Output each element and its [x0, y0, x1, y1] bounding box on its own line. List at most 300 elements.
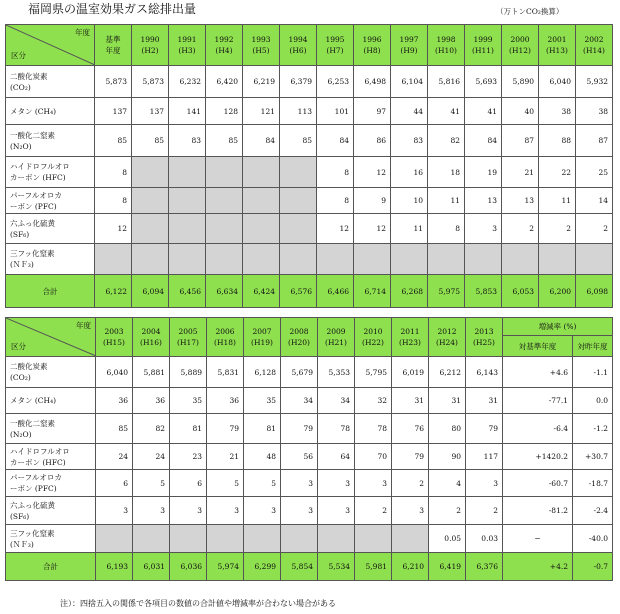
- value-cell: [132, 214, 169, 244]
- value-cell: 90: [429, 444, 466, 470]
- value-cell: 13: [465, 188, 502, 214]
- text-line: (H10): [435, 46, 457, 55]
- value-cell: 35: [244, 388, 281, 414]
- row-label: [6, 157, 95, 188]
- total-cell: 6,456: [169, 275, 206, 308]
- value-cell: [96, 525, 133, 553]
- value-cell: 6,498: [354, 66, 391, 98]
- table-row: [6, 357, 613, 388]
- value-cell: 101: [317, 98, 354, 125]
- text-line: 年度: [105, 46, 121, 55]
- value-cell: 8: [317, 157, 354, 188]
- value-cell: [280, 214, 317, 244]
- value-cell: 128: [206, 98, 243, 125]
- text-line: 基準: [105, 35, 121, 44]
- value-cell: 79: [466, 414, 503, 444]
- value-cell: 6,212: [429, 357, 466, 388]
- text-line: カーボン (HFC): [10, 457, 66, 467]
- value-cell: 35: [170, 388, 207, 414]
- emissions-table-2003-2013: [5, 317, 613, 581]
- value-cell: 40: [502, 98, 539, 125]
- text-line: 2006: [215, 327, 235, 336]
- text-line: 一酸化二窒素: [10, 130, 55, 140]
- value-cell: 6,040: [96, 357, 133, 388]
- value-cell: [354, 244, 391, 275]
- row-label: [6, 98, 95, 125]
- value-cell: [280, 244, 317, 275]
- value-cell: 2: [502, 214, 539, 244]
- value-cell: [280, 157, 317, 188]
- row-label: [6, 470, 96, 497]
- value-cell: [317, 244, 354, 275]
- year-header: [318, 318, 355, 357]
- row-label: [6, 188, 95, 214]
- value-cell: 2: [392, 470, 429, 497]
- value-cell: 5: [207, 470, 244, 497]
- text-line: (H16): [140, 338, 162, 347]
- value-cell: 6,019: [392, 357, 429, 388]
- total-cell: 6,424: [243, 275, 280, 308]
- text-line: 2012: [437, 327, 457, 336]
- text-line: 二酸化炭素: [10, 362, 48, 371]
- value-cell: 5,881: [133, 357, 170, 388]
- value-cell: [206, 157, 243, 188]
- rate-base-cell: +4.6: [503, 357, 573, 388]
- text-line: (H2): [141, 46, 159, 55]
- value-cell: 4: [429, 470, 466, 497]
- value-cell: 12: [95, 214, 132, 244]
- text-line: メタン (CH₄): [10, 396, 57, 405]
- rate-prev-cell: -1.1: [573, 357, 613, 388]
- value-cell: 36: [133, 388, 170, 414]
- value-cell: 2: [355, 497, 392, 525]
- value-cell: 8: [95, 188, 132, 214]
- value-cell: 12: [354, 214, 391, 244]
- text-line: (H8): [363, 46, 381, 55]
- row-label: [6, 357, 96, 388]
- header-row: [6, 25, 613, 66]
- unit-label: （万トンCO₂換算）: [496, 7, 564, 16]
- row-label: [6, 125, 95, 157]
- text-line: (H12): [509, 46, 531, 55]
- value-cell: 41: [465, 98, 502, 125]
- total-row: [6, 275, 613, 308]
- value-cell: [207, 525, 244, 553]
- value-cell: 5: [244, 470, 281, 497]
- table-row: [6, 244, 613, 275]
- year-header: [132, 25, 169, 66]
- value-cell: 6,104: [391, 66, 428, 98]
- text-line: (H22): [362, 338, 384, 347]
- table-row: [6, 414, 613, 444]
- value-cell: 141: [169, 98, 206, 125]
- value-cell: 16: [391, 157, 428, 188]
- value-cell: 117: [466, 444, 503, 470]
- value-cell: 5,831: [207, 357, 244, 388]
- rate-base-cell: +1420.2: [503, 444, 573, 470]
- text-line: 1996: [362, 35, 382, 44]
- rate-prev-header: 対昨年度: [573, 336, 613, 357]
- text-line: 1998: [436, 35, 456, 44]
- value-cell: 11: [391, 214, 428, 244]
- value-cell: 76: [392, 414, 429, 444]
- value-cell: 5,693: [465, 66, 502, 98]
- value-cell: 97: [354, 98, 391, 125]
- corner-header-cell: [6, 318, 96, 357]
- text-line: (CO₂): [10, 82, 31, 92]
- value-cell: [169, 157, 206, 188]
- value-cell: [243, 157, 280, 188]
- text-line: 六ふっ化硫黄: [10, 500, 55, 510]
- table-row: [6, 525, 613, 553]
- value-cell: 3: [170, 497, 207, 525]
- value-cell: 2: [429, 497, 466, 525]
- year-header: [354, 25, 391, 66]
- total-label: 合計: [6, 275, 95, 308]
- text-line: 二酸化炭素: [10, 71, 48, 81]
- rate-base-cell: -6.4: [503, 414, 573, 444]
- value-cell: [133, 525, 170, 553]
- header-row: [6, 318, 613, 336]
- value-cell: 137: [95, 98, 132, 125]
- text-line: 2004: [141, 327, 161, 336]
- value-cell: 25: [576, 157, 613, 188]
- total-cell: 5,981: [355, 553, 392, 581]
- value-cell: 85: [280, 125, 317, 157]
- total-cell: 5,534: [318, 553, 355, 581]
- rate-base-header: 対基準年度: [503, 336, 573, 357]
- value-cell: [428, 244, 465, 275]
- total-cell: 6,053: [502, 275, 539, 308]
- total-cell: 6,419: [429, 553, 466, 581]
- value-cell: 79: [281, 414, 318, 444]
- total-cell: 6,210: [392, 553, 429, 581]
- text-line: (H11): [472, 46, 494, 55]
- value-cell: 48: [244, 444, 281, 470]
- value-cell: 2: [466, 497, 503, 525]
- text-line: (H9): [400, 46, 418, 55]
- value-cell: 3: [466, 470, 503, 497]
- table-row: [6, 157, 613, 188]
- text-line: (H19): [251, 338, 273, 347]
- value-cell: 84: [317, 125, 354, 157]
- value-cell: 78: [318, 414, 355, 444]
- value-cell: 113: [280, 98, 317, 125]
- value-cell: 79: [207, 414, 244, 444]
- page-title: 福岡県の温室効果ガス総排出量: [28, 2, 197, 16]
- text-line: ハイドロフルオロ: [10, 162, 70, 171]
- value-cell: 86: [354, 125, 391, 157]
- value-cell: 24: [133, 444, 170, 470]
- value-cell: 24: [96, 444, 133, 470]
- value-cell: [206, 214, 243, 244]
- year-header: [244, 318, 281, 357]
- text-line: 2011: [400, 327, 420, 336]
- value-cell: 31: [392, 388, 429, 414]
- table-row: [6, 66, 613, 98]
- total-cell: 6,193: [96, 553, 133, 581]
- value-cell: 3: [318, 497, 355, 525]
- value-cell: 6,128: [244, 357, 281, 388]
- text-line: (H24): [436, 338, 458, 347]
- year-header: [280, 25, 317, 66]
- value-cell: 32: [355, 388, 392, 414]
- value-cell: 3: [207, 497, 244, 525]
- total-cell: 6,634: [206, 275, 243, 308]
- rate-base-cell: −: [503, 525, 573, 553]
- value-cell: 8: [317, 188, 354, 214]
- text-line: 1999: [473, 35, 493, 44]
- value-cell: 13: [502, 188, 539, 214]
- text-line: (H13): [546, 46, 568, 55]
- value-cell: 6: [96, 470, 133, 497]
- total-cell: 6,268: [391, 275, 428, 308]
- text-line: 三フッ化窒素: [10, 528, 55, 538]
- value-cell: [280, 188, 317, 214]
- total-cell: 6,122: [95, 275, 132, 308]
- value-cell: 36: [96, 388, 133, 414]
- total-cell: 6,299: [244, 553, 281, 581]
- corner-header-cell: [6, 25, 95, 66]
- total-cell: 6,714: [354, 275, 391, 308]
- table-row: [6, 98, 613, 125]
- value-cell: 85: [95, 125, 132, 157]
- year-header: [95, 25, 132, 66]
- value-cell: 3: [355, 470, 392, 497]
- value-cell: 11: [539, 188, 576, 214]
- text-line: 2005: [178, 327, 198, 336]
- value-cell: 34: [281, 388, 318, 414]
- value-cell: [281, 525, 318, 553]
- value-cell: 8: [95, 157, 132, 188]
- value-cell: 5,932: [576, 66, 613, 98]
- value-cell: 22: [539, 157, 576, 188]
- value-cell: 6,379: [280, 66, 317, 98]
- value-cell: 3: [281, 497, 318, 525]
- value-cell: 82: [133, 414, 170, 444]
- value-cell: 38: [576, 98, 613, 125]
- rate-base-cell: -81.2: [503, 497, 573, 525]
- table-row: [6, 497, 613, 525]
- corner-category-label: 区分: [11, 51, 26, 60]
- value-cell: 5,353: [318, 357, 355, 388]
- value-cell: 5,873: [132, 66, 169, 98]
- total-cell: 6,031: [133, 553, 170, 581]
- text-line: (N₂O): [10, 429, 32, 439]
- year-header: [428, 25, 465, 66]
- total-cell: 6,466: [317, 275, 354, 308]
- rate-header: 増減率 (%): [503, 318, 613, 336]
- emissions-table-1990-2002: [5, 24, 613, 308]
- table-row: [6, 188, 613, 214]
- text-line: メタン (CH₄): [10, 106, 57, 116]
- text-line: (H3): [178, 46, 196, 55]
- year-header: [243, 25, 280, 66]
- value-cell: 2: [576, 214, 613, 244]
- text-line: 三フッ化窒素: [10, 249, 55, 258]
- text-line: 2002: [584, 35, 604, 44]
- text-line: (ＮＦ₃): [10, 260, 34, 269]
- value-cell: [391, 244, 428, 275]
- text-line: パーフルオロカ: [10, 190, 62, 200]
- value-cell: 23: [170, 444, 207, 470]
- value-cell: 31: [429, 388, 466, 414]
- value-cell: [243, 214, 280, 244]
- text-line: 2001: [547, 35, 567, 44]
- text-line: (SF₆): [10, 511, 30, 521]
- text-line: ハイドロフルオロ: [10, 446, 70, 456]
- value-cell: 87: [502, 125, 539, 157]
- value-cell: 6: [170, 470, 207, 497]
- text-line: (ＮＦ₃): [10, 539, 34, 549]
- value-cell: 79: [392, 444, 429, 470]
- table-row: [6, 444, 613, 470]
- value-cell: 5,890: [502, 66, 539, 98]
- value-cell: [318, 525, 355, 553]
- value-cell: 34: [318, 388, 355, 414]
- value-cell: [502, 244, 539, 275]
- text-line: 2007: [252, 327, 272, 336]
- total-cell: 5,854: [281, 553, 318, 581]
- text-line: 1993: [251, 35, 271, 44]
- rate-prev-cell: -2.4: [573, 497, 613, 525]
- total-cell: 6,098: [576, 275, 613, 308]
- rate-prev-cell: +30.7: [573, 444, 613, 470]
- value-cell: 121: [243, 98, 280, 125]
- value-cell: 11: [428, 188, 465, 214]
- value-cell: [206, 244, 243, 275]
- total-cell: 5,853: [465, 275, 502, 308]
- text-line: 2003: [104, 327, 124, 336]
- value-cell: 85: [96, 414, 133, 444]
- text-line: (H21): [325, 338, 347, 347]
- value-cell: 78: [355, 414, 392, 444]
- value-cell: [132, 157, 169, 188]
- footnote: 注）：四捨五入の関係で各項目の数値の合計値や増減率が合わない場合がある: [60, 599, 336, 608]
- value-cell: [243, 188, 280, 214]
- row-label: [6, 214, 95, 244]
- value-cell: [95, 244, 132, 275]
- value-cell: 84: [465, 125, 502, 157]
- year-header: [539, 25, 576, 66]
- text-line: 2010: [363, 327, 383, 336]
- year-header: [391, 25, 428, 66]
- year-header: [317, 25, 354, 66]
- table-row: [6, 125, 613, 157]
- value-cell: [170, 525, 207, 553]
- value-cell: 64: [318, 444, 355, 470]
- value-cell: 0.03: [466, 525, 503, 553]
- value-cell: 0.05: [429, 525, 466, 553]
- text-line: 2009: [326, 327, 346, 336]
- total-rate-base: +4.2: [503, 553, 573, 581]
- row-label: [6, 525, 96, 553]
- value-cell: [206, 188, 243, 214]
- corner-category-label: 区分: [11, 342, 26, 351]
- text-line: 1995: [325, 35, 345, 44]
- value-cell: 3: [133, 497, 170, 525]
- text-line: 1992: [214, 35, 234, 44]
- text-line: 一酸化二窒素: [10, 418, 55, 428]
- value-cell: 56: [281, 444, 318, 470]
- text-line: (H5): [252, 46, 270, 55]
- year-header: [429, 318, 466, 357]
- value-cell: 19: [465, 157, 502, 188]
- value-cell: 6,253: [317, 66, 354, 98]
- value-cell: [169, 244, 206, 275]
- text-line: (H18): [214, 338, 236, 347]
- text-line: (H20): [288, 338, 310, 347]
- rate-prev-cell: 0.0: [573, 388, 613, 414]
- value-cell: 5,873: [95, 66, 132, 98]
- value-cell: 9: [354, 188, 391, 214]
- value-cell: 5,795: [355, 357, 392, 388]
- value-cell: 83: [391, 125, 428, 157]
- value-cell: 44: [391, 98, 428, 125]
- value-cell: 8: [428, 214, 465, 244]
- text-line: ーボン (PFC): [10, 484, 57, 493]
- value-cell: [539, 244, 576, 275]
- value-cell: 6,040: [539, 66, 576, 98]
- value-cell: 41: [428, 98, 465, 125]
- year-header: [170, 318, 207, 357]
- row-label: [6, 66, 95, 98]
- value-cell: 3: [281, 470, 318, 497]
- text-line: (H17): [177, 338, 199, 347]
- corner-year-label: 年度: [76, 321, 91, 330]
- value-cell: 10: [391, 188, 428, 214]
- text-line: 1994: [288, 35, 308, 44]
- year-header: [392, 318, 429, 357]
- value-cell: 88: [539, 125, 576, 157]
- text-line: (H4): [215, 46, 233, 55]
- value-cell: 81: [170, 414, 207, 444]
- value-cell: 12: [354, 157, 391, 188]
- text-line: (H15): [103, 338, 125, 347]
- year-header: [466, 318, 503, 357]
- value-cell: 6,420: [206, 66, 243, 98]
- value-cell: 3: [392, 497, 429, 525]
- value-cell: 85: [206, 125, 243, 157]
- text-line: (H6): [289, 46, 307, 55]
- value-cell: [169, 214, 206, 244]
- value-cell: 5,816: [428, 66, 465, 98]
- year-header: [133, 318, 170, 357]
- total-row: [6, 553, 613, 581]
- text-line: ーボン (PFC): [10, 201, 57, 211]
- value-cell: [244, 525, 281, 553]
- value-cell: 36: [207, 388, 244, 414]
- text-line: パーフルオロカ: [10, 473, 62, 482]
- value-cell: 5: [133, 470, 170, 497]
- row-label: [6, 497, 96, 525]
- value-cell: [169, 188, 206, 214]
- value-cell: 87: [576, 125, 613, 157]
- text-line: (H23): [399, 338, 421, 347]
- value-cell: 81: [244, 414, 281, 444]
- value-cell: 6,232: [169, 66, 206, 98]
- value-cell: [392, 525, 429, 553]
- value-cell: 18: [428, 157, 465, 188]
- text-line: 1990: [140, 35, 160, 44]
- year-header: [169, 25, 206, 66]
- text-line: 2000: [510, 35, 530, 44]
- rate-base-cell: -77.1: [503, 388, 573, 414]
- year-header: [281, 318, 318, 357]
- total-cell: 6,036: [170, 553, 207, 581]
- value-cell: 83: [169, 125, 206, 157]
- row-label: [6, 244, 95, 275]
